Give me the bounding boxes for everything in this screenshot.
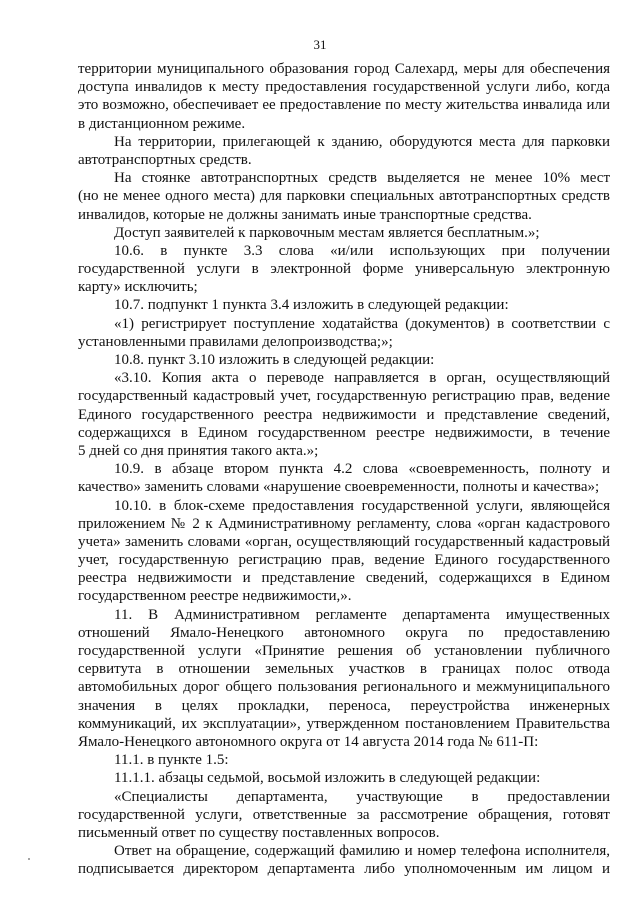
text-line: Единого государственного реестра недвижимости и представление сведений, <box>78 406 610 423</box>
text-line: 10.7. подпункт 1 пункта 3.4 изложить в следующей редакции: <box>114 297 509 314</box>
text-line: сервитута в отношении земельных участков в границах полос отвода <box>78 661 610 678</box>
text-line: инвалидов, которые не должны занимать иные транспортные средства. <box>78 206 532 223</box>
text-line: установленными правилами делопроизводства;»; <box>78 333 393 350</box>
text-line: доступа инвалидов к месту предоставления государственной услуги либо, когда <box>78 79 610 96</box>
text-line: государственной услуги «Принятие решения об установлении публичного <box>78 643 610 659</box>
text-line: «1) регистрирует поступление ходатайства (документов) в соответствии с <box>114 315 610 332</box>
text-line: приложением № 2 к Административному регламенту, слова «орган кадастрового <box>78 515 610 532</box>
text-line: Ответ на обращение, содержащий фамилию и номер телефона исполнителя, <box>114 843 610 860</box>
text-line: реестра недвижимости и представление сведений, содержащихся в Едином <box>78 570 610 587</box>
text-line: содержащихся в Едином государственном реестре недвижимости, в течение <box>78 424 610 441</box>
text-line: значения в целях прокладки, переноса, переустройства инженерных <box>78 697 610 714</box>
text-line: Ямало-Ненецкого автономного округа от 14 августа 2014 года № 611-П: <box>78 733 539 750</box>
text-line: государственном реестре недвижимости,». <box>78 588 352 605</box>
text-line: 5 дней со дня принятия такого акта.»; <box>78 442 319 459</box>
text-line: государственной услуги, ответственные за рассмотрение обращения, готовят <box>78 806 610 823</box>
text-line: 10.8. пункт 3.10 изложить в следующей редакции: <box>114 352 435 368</box>
text-line: письменный ответ по существу поставленных вопросов. <box>78 824 440 841</box>
text-line: На территории, прилегающей к зданию, оборудуются места для парковки <box>114 133 610 150</box>
text-line: 10.6. в пункте 3.3 слова «и/или использующих при получении <box>114 242 610 259</box>
text-line: качество» заменить словами «нарушение своевременности, полноты и качества»; <box>78 479 600 496</box>
text-line: коммуникаций, их эксплуатации», утвержденном постановлением Правительства <box>78 715 610 732</box>
text-line: карту» исключить; <box>78 279 198 296</box>
text-line: подписывается директором департамента либо уполномоченным им лицом и <box>78 861 610 878</box>
text-line: территории муниципального образования город Салехард, меры для обеспечения <box>78 61 610 77</box>
text-line: учета» заменить словами «орган, осуществляющий государственный кадастровый <box>78 533 610 550</box>
text-line: это возможно, обеспечивает ее предоставление по месту жительства инвалида или <box>78 97 610 114</box>
text-line: государственной услуги в электронной форме универсальную электронную <box>78 261 610 278</box>
document-body <box>78 60 610 878</box>
text-line: 10.9. в абзаце втором пункта 4.2 слова «своевременность, полноту и <box>114 461 610 478</box>
scan-artifact <box>28 858 30 860</box>
text-line: автомобильных дорог общего пользования регионального и межмуниципального <box>78 679 610 696</box>
text-line: учет, государственную регистрацию прав, ведение Единого государственного <box>78 552 610 569</box>
text-line: 11.1. в пункте 1.5: <box>114 752 229 769</box>
text-line: 11.1.1. абзацы седьмой, восьмой изложить в следующей редакции: <box>114 770 541 787</box>
text-line: На стоянке автотранспортных средств выделяется не менее 10% мест <box>114 170 610 187</box>
text-line: отношений Ямало-Ненецкого автономного округа по предоставлению <box>78 624 610 641</box>
text-line: «Специалисты департамента, участвующие в предоставлении <box>114 788 610 805</box>
text-line: (но не менее одного места) для парковки специальных автотранспортных средств <box>78 188 610 205</box>
text-line: Доступ заявителей к парковочным местам является бесплатным.»; <box>114 224 540 241</box>
text-line: 11. В Административном регламенте департамента имущественных <box>114 606 610 623</box>
text-line: в дистанционном режиме. <box>78 115 246 132</box>
text-line: автотранспортных средств. <box>78 151 252 168</box>
text-line: «3.10. Копия акта о переводе направляется в орган, осуществляющий <box>114 370 610 387</box>
text-line: 10.10. в блок-схеме предоставления государственной услуги, являющейся <box>114 497 610 514</box>
text-line: государственный кадастровый учет, государственную регистрацию прав, ведение <box>78 388 610 405</box>
page-number: 31 <box>313 37 327 52</box>
